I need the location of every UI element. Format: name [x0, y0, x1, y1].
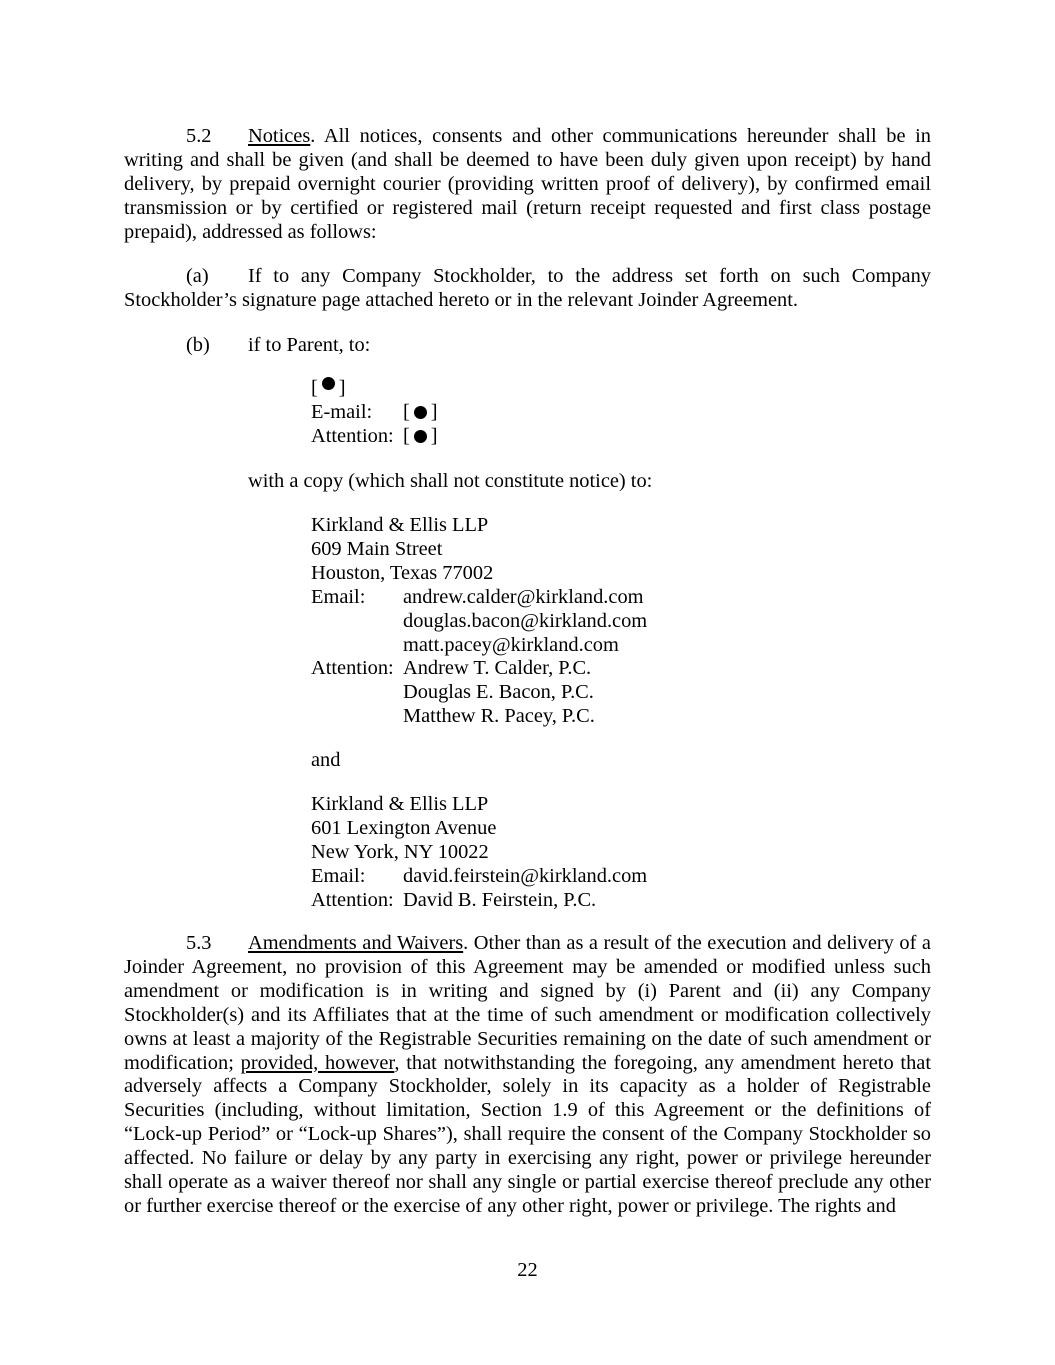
- email-row: [311, 586, 647, 610]
- kirkland-ny-address: [311, 793, 647, 913]
- clause-b-label: (b): [186, 334, 210, 356]
- attention-name: Matthew R. Pacey, P.C.: [403, 705, 595, 728]
- page-number: 22: [517, 1259, 538, 1281]
- parent-name-row: [ ]: [311, 377, 346, 399]
- section-body-continued: , that notwithstanding the foregoing, any amendment hereto that adversely affects a Company Stockholder, solely in its capacity as a holder of Registrable Securities (including, without limitation, Section 1.9 of this Agreement or the definitions of “Lock-up Period” or “Lock-up Shares”), shall require the consent of the Company Stockholder so affected. No failure or delay by any party in exercising any right, power or privilege hereunder shall operate as a waiver thereof nor shall any single or partial exercise thereof preclude any other or further exercise thereof or the exercise of any other right, power or privilege. The rights and: [124, 1051, 931, 1217]
- email-row: [311, 865, 647, 889]
- email-label: E-mail:: [311, 400, 373, 423]
- attention-row: [311, 889, 647, 913]
- section-heading: Notices: [248, 125, 311, 147]
- email-label: Email:: [311, 585, 366, 608]
- city: New York, NY 10022: [311, 840, 489, 863]
- attention-name: Douglas E. Bacon, P.C.: [403, 681, 594, 704]
- email-row: [311, 634, 647, 658]
- city: Houston, Texas 77002: [311, 561, 494, 584]
- section-heading: Amendments and Waivers: [248, 932, 464, 954]
- placeholder-bullet-icon: [322, 377, 335, 390]
- placeholder-bullet-icon: [414, 430, 427, 443]
- street: 601 Lexington Avenue: [311, 816, 497, 839]
- attention-label: Attention:: [311, 657, 394, 680]
- clause-body: If to any Company Stockholder, to the address set forth on such Company Stockholder’s signature page attached hereto or in the relevant Joinder Agreement.: [124, 265, 931, 311]
- attention-label: Attention:: [311, 424, 394, 447]
- firm-name: Kirkland & Ellis LLP: [311, 514, 489, 536]
- section-body: . Other than as a result of the execution and delivery of a Joinder Agreement, no provision of this Agreement may be amended or modified unless such amendment or modification is in writing and signed by (i) Parent and (ii) any Company Stockholder(s) and its Affiliates that at the time of such amendment or modification collectively owns at least a majority of the Registrable Securities remaining on the date of such amendment or modification;: [124, 932, 931, 1074]
- firm-name: Kirkland & Ellis LLP: [311, 793, 489, 815]
- email-address: matt.pacey@kirkland.com: [403, 633, 619, 656]
- attention-name: David B. Feirstein, P.C.: [403, 888, 597, 911]
- street: 609 Main Street: [311, 537, 443, 560]
- section-number: 5.3: [186, 932, 212, 954]
- attention-label: Attention:: [311, 888, 394, 911]
- section-body: . All notices, consents and other communications hereunder shall be in writing and shall be given (and shall be deemed to have been duly given upon receipt) by hand delivery, by prepaid overnight courier (providing written proof of delivery), by confirmed email transmission or by certified or registered mail (return receipt requested and first class postage prepaid), addressed as follows:: [124, 125, 931, 243]
- email-row: [311, 610, 647, 634]
- email-address: david.feirstein@kirkland.com: [403, 864, 648, 887]
- email-label: Email:: [311, 864, 366, 887]
- section-number: 5.2: [186, 125, 212, 147]
- email-address: andrew.calder@kirkland.com: [403, 585, 644, 608]
- proviso: provided, however: [240, 1051, 395, 1074]
- section-5-3-paragraph: [124, 932, 931, 1219]
- email-address: douglas.bacon@kirkland.com: [403, 609, 648, 632]
- clause-a-paragraph: [124, 265, 931, 313]
- and-connector: and: [311, 749, 341, 771]
- attention-row: [311, 705, 647, 729]
- placeholder-bullet-icon: [414, 406, 427, 419]
- clause-label: (a): [186, 265, 209, 287]
- copy-intro: with a copy (which shall not constitute notice) to:: [248, 470, 653, 492]
- parent-attention-row: Attention: [ ]: [311, 424, 438, 447]
- parent-address-block: [311, 377, 438, 449]
- parent-email-row: E-mail: [ ]: [311, 400, 438, 423]
- clause-b-text: if to Parent, to:: [248, 334, 371, 356]
- kirkland-houston-address: [311, 514, 647, 729]
- attention-name: Andrew T. Calder, P.C.: [403, 657, 592, 680]
- attention-row: [311, 657, 647, 681]
- attention-row: [311, 681, 647, 705]
- section-5-2-paragraph: [124, 125, 931, 245]
